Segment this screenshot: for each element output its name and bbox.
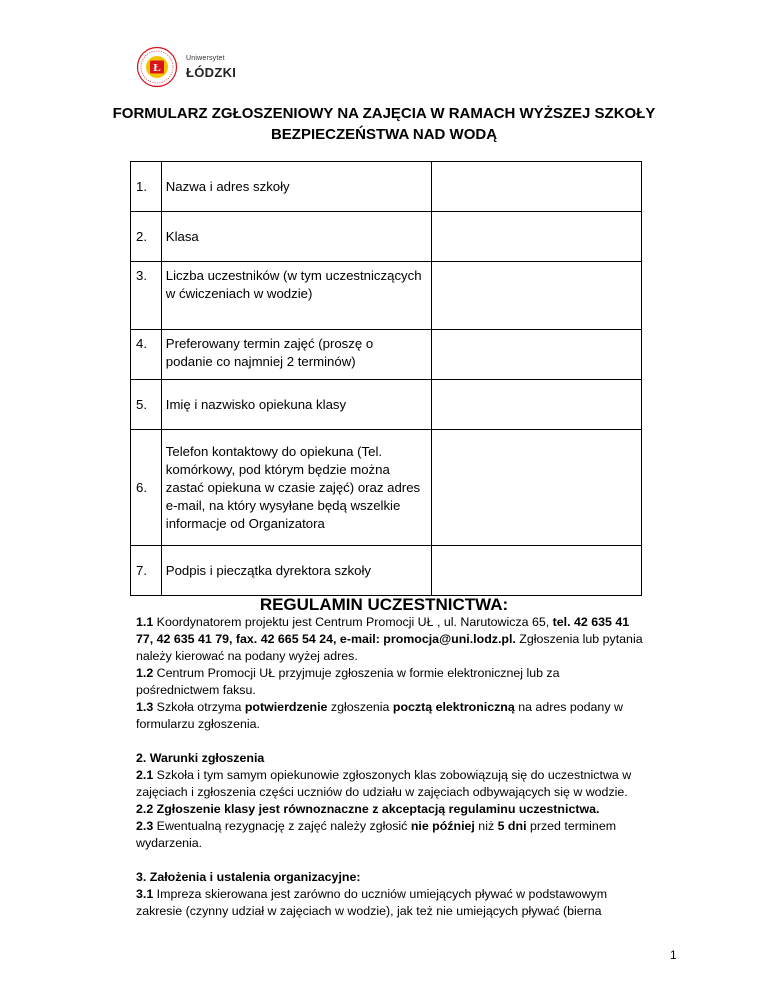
regulations-body [136, 614, 646, 920]
form-row [131, 162, 642, 212]
preferred-date-field[interactable] [432, 330, 642, 380]
guardian-name-field[interactable] [432, 380, 642, 430]
paragraph-text: niż [474, 819, 498, 833]
regulation-paragraph [136, 818, 646, 852]
paragraph-text: Koordynatorem projektu jest Centrum Promocji UŁ , ul. Narutowicza 65, [153, 615, 553, 629]
bold-text: nie później [410, 819, 475, 833]
logo-main-text: ŁÓDZKI [186, 65, 237, 80]
regulation-paragraph [136, 665, 646, 699]
participants-count-field[interactable] [432, 262, 642, 330]
logo-top-text: Uniwersytet [186, 55, 225, 62]
paragraph-number: 2.1 [136, 768, 154, 782]
bold-text: 2.2 Zgłoszenie klasy jest równoznaczne z akceptacją regulaminu uczestnictwa. [136, 802, 600, 816]
paragraph-text: Zgłoszenia lub pytania należy kierować na podany wyżej adres. [136, 632, 643, 663]
row-label: Podpis i pieczątka dyrektora szkoły [161, 546, 431, 596]
regulation-paragraph [136, 699, 646, 733]
form-row [131, 212, 642, 262]
paragraph-text: Centrum Promocji UŁ przyjmuje zgłoszenia w formie elektronicznej lub za pośrednictwem faksu. [136, 666, 560, 697]
svg-text:Ł: Ł [153, 62, 161, 74]
paragraph-number: 1.2 [136, 666, 154, 680]
row-label: Nazwa i adres szkoły [161, 162, 431, 212]
paragraph-number: 1.3 [136, 700, 154, 714]
row-label: Imię i nazwisko opiekuna klasy [161, 380, 431, 430]
paragraph-number: 2.3 [136, 819, 154, 833]
regulation-paragraph [136, 886, 646, 920]
paragraph-number: 1.1 [136, 615, 154, 629]
page-number: 1 [670, 948, 677, 962]
section-heading-text: 3. Założenia i ustalenia organizacyjne: [136, 870, 361, 884]
regulations-heading: REGULAMIN UCZESTNICTWA: [259, 595, 509, 614]
row-label: Telefon kontaktowy do opiekuna (Tel. komórkowy, pod którym będzie można zastać opiekuna w czasie zajęć) oraz adres e-mail, na który wysyłane będą wszelkie informacje od Organizatora [161, 430, 431, 546]
section-heading [136, 869, 646, 886]
form-row [131, 262, 642, 330]
form-title-line2: BEZPIECZEŃSTWA NAD WODĄ [270, 126, 498, 143]
row-label: Klasa [161, 212, 431, 262]
university-logo [136, 46, 246, 88]
form-title [100, 103, 668, 145]
paragraph-text: Szkoła otrzyma [153, 700, 245, 714]
form-row [131, 380, 642, 430]
paragraph-text: na adres podany w formularzu zgłoszenia. [136, 700, 623, 731]
class-field[interactable] [432, 212, 642, 262]
director-signature-field[interactable] [432, 546, 642, 596]
regulation-paragraph [136, 767, 646, 801]
form-row [131, 330, 642, 380]
form-title-line1: FORMULARZ ZGŁOSZENIOWY NA ZAJĘCIA W RAMACH WYŻSZEJ SZKOŁY [112, 105, 656, 122]
school-name-address-field[interactable] [432, 162, 642, 212]
regulation-paragraph [136, 614, 646, 665]
row-number: 2. [131, 212, 162, 262]
bold-text: potwierdzenie [244, 700, 328, 714]
regulation-paragraph [136, 801, 646, 818]
paragraph-number: 3.1 [136, 887, 154, 901]
bold-text: pocztą elektroniczną [392, 700, 515, 714]
form-row [131, 546, 642, 596]
row-number: 7. [131, 546, 162, 596]
application-form-table [130, 161, 642, 596]
paragraph-text: przed terminem wydarzenia. [136, 819, 617, 850]
paragraph-text: zgłoszenia [327, 700, 393, 714]
contact-details: tel. 42 635 41 77, 42 635 41 79, fax. 42 665 54 24, e-mail: promocja@uni.lodz.pl. [136, 615, 630, 646]
paragraph-text: Szkoła i tym samym opiekunowie zgłoszonych klas zobowiązują się do uczestnictwa w zajęciach i zgłoszenia części uczniów do udziału w zajęciach odbywających się w wodzie. [136, 768, 632, 799]
row-number: 4. [131, 330, 162, 380]
guardian-contact-field[interactable] [432, 430, 642, 546]
row-number: 5. [131, 380, 162, 430]
row-label: Liczba uczestników (w tym uczestniczących w ćwiczeniach w wodzie) [161, 262, 431, 330]
row-label: Preferowany termin zajęć (proszę o podanie co najmniej 2 terminów) [161, 330, 431, 380]
form-row [131, 430, 642, 546]
row-number: 3. [131, 262, 162, 330]
row-number: 1. [131, 162, 162, 212]
row-number: 6. [131, 430, 162, 546]
paragraph-text: Ewentualną rezygnację z zajęć należy zgłosić [153, 819, 411, 833]
paragraph-text: Impreza skierowana jest zarówno do uczniów umiejących pływać w podstawowym zakresie (czynny udział w zajęciach w wodzie), jak też nie umiejących pływać (bierna [136, 887, 608, 918]
section-heading-text: 2. Warunki zgłoszenia [136, 751, 265, 765]
bold-text: 5 dni [497, 819, 527, 833]
university-seal-icon [136, 46, 178, 88]
section-heading [136, 750, 646, 767]
